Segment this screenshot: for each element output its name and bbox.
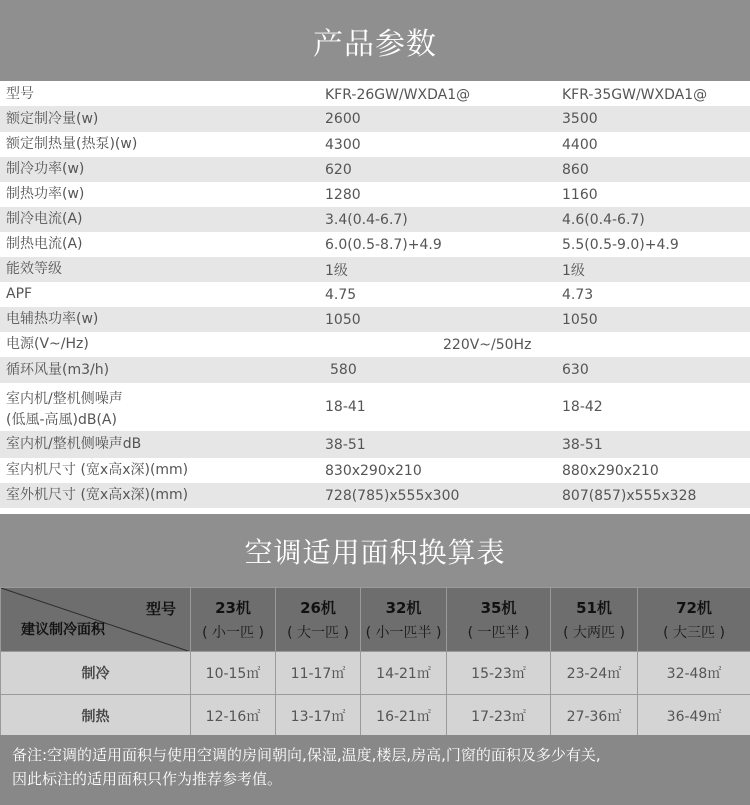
footer-note: [0, 735, 750, 805]
spec-value-model-35: 4400: [562, 136, 598, 153]
area-cell: 11-17㎡: [276, 652, 361, 695]
model-name: 32机: [385, 599, 422, 617]
footer-note-line: 因此标注的适用面积只作为推荐参考值。: [12, 770, 283, 788]
spec-label: 制冷功率(w): [6, 161, 85, 177]
model-hp: ( 大一匹 ): [287, 625, 349, 641]
area-cell: 14-21㎡: [361, 652, 447, 695]
spec-value-model-26: 1050: [325, 311, 361, 328]
spec-value-model-35: 38-51: [562, 436, 603, 453]
spec-value-model-26: 3.4(0.4-6.7): [325, 211, 408, 228]
spec-label: 制热功率(w): [6, 186, 85, 202]
spec-value-model-35: 1级: [562, 262, 585, 279]
spec-row: [0, 232, 750, 257]
area-table: [0, 587, 750, 738]
model-header: [447, 588, 551, 652]
spec-value-model-35: 630: [562, 362, 589, 378]
model-hp: ( 大三匹 ): [663, 625, 725, 641]
model-header: [191, 588, 276, 652]
spec-label-line: 室内机/整机侧噪声: [6, 391, 123, 407]
area-cell: 15-23㎡: [447, 652, 551, 695]
spec-value-model-35: KFR-35GW/WXDA1@: [562, 86, 708, 103]
model-hp: ( 大两匹 ): [563, 625, 625, 641]
spec-label: APF: [6, 286, 33, 302]
spec-value-shared: 220V~/50Hz: [443, 336, 532, 353]
model-header: [551, 588, 638, 652]
model-name: 72机: [676, 599, 712, 617]
spec-label: 能效等级: [6, 261, 62, 277]
model-header: [638, 588, 750, 652]
spec-row: [0, 157, 750, 182]
model-name: 35机: [480, 599, 517, 617]
spec-label: 制冷电流(A): [6, 211, 83, 227]
spec-value-model-26: 728(785)x555x300: [325, 487, 460, 504]
spec-value-model-35: 3500: [562, 111, 598, 127]
spec-row: [0, 357, 750, 383]
corner-label-area: 建议制冷面积: [21, 622, 105, 638]
spec-row: [0, 132, 750, 157]
area-cell: 12-16㎡: [191, 695, 276, 738]
model-header: [361, 588, 447, 652]
row-label-cooling: 制冷: [1, 652, 191, 695]
spec-row: [0, 458, 750, 483]
area-cell: 16-21㎡: [361, 695, 447, 738]
corner-label-model: 型号: [145, 600, 176, 618]
spec-row: [0, 383, 750, 431]
spec-label: 电辅热功率(w): [6, 311, 99, 327]
spec-label: [6, 389, 123, 431]
row-label-heating: 制热: [1, 695, 191, 738]
spec-value-model-35: 18-42: [562, 399, 603, 415]
spec-value-model-26: 6.0(0.5-8.7)+4.9: [325, 236, 442, 253]
spec-label: 型号: [6, 86, 34, 102]
spec-table: [0, 83, 750, 508]
model-hp: ( 小一匹半 ): [365, 625, 442, 641]
spec-value-model-26: 580: [330, 362, 357, 378]
spec-label: 室内机/整机侧噪声dB: [6, 436, 142, 452]
area-cell: 27-36㎡: [551, 695, 638, 738]
spec-value-model-26: 38-51: [325, 436, 366, 453]
model-hp: ( 小一匹 ): [202, 625, 264, 641]
spec-label: 额定制冷量(w): [6, 110, 99, 127]
spec-label: 室内机尺寸 (宽x高x深)(mm): [6, 462, 189, 478]
spec-value-model-26: 2600: [325, 111, 361, 127]
area-cell: 13-17㎡: [276, 695, 361, 738]
spec-value-model-26: 620: [325, 161, 352, 178]
spec-label: 额定制热量(热泵)(w): [6, 136, 138, 152]
spec-row: [0, 431, 750, 458]
spec-value-model-35: 5.5(0.5-9.0)+4.9: [562, 236, 679, 253]
spec-row: [0, 307, 750, 332]
spec-row: [0, 483, 750, 508]
spec-row: [0, 182, 750, 207]
spec-value-model-26: 830x290x210: [325, 462, 422, 479]
spec-value-model-26: KFR-26GW/WXDA1@: [325, 86, 471, 103]
page-title: 产品参数: [0, 0, 750, 81]
model-name: 26机: [300, 599, 336, 617]
area-corner-cell: [1, 588, 191, 652]
spec-row: [0, 106, 750, 132]
spec-value-model-35: 880x290x210: [562, 462, 659, 479]
spec-label: 制热电流(A): [6, 236, 83, 252]
spec-value-model-35: 4.6(0.4-6.7): [562, 211, 645, 228]
spec-value-model-35: 1050: [562, 311, 598, 328]
spec-value-model-26: 1280: [325, 186, 361, 203]
spec-value-model-26: 1级: [325, 262, 348, 279]
area-cell: 17-23㎡: [447, 695, 551, 738]
spec-label: 室外机尺寸 (宽x高x深)(mm): [6, 487, 189, 503]
model-name: 23机: [215, 599, 251, 617]
spec-row: [0, 332, 750, 357]
table-row: [1, 652, 750, 695]
spec-value-model-35: 4.73: [562, 286, 594, 303]
area-cell: 10-15㎡: [191, 652, 276, 695]
spec-row: [0, 207, 750, 232]
area-header-row: [1, 588, 750, 652]
area-cell: 32-48㎡: [638, 652, 750, 695]
model-header: [276, 588, 361, 652]
model-name: 51机: [576, 599, 612, 617]
spec-value-model-35: 860: [562, 161, 589, 178]
spec-label-line: (低風-高風)dB(A): [6, 412, 117, 428]
model-hp: ( 一匹半 ): [467, 625, 530, 641]
spec-row: [0, 257, 750, 282]
spec-value-model-26: 4.75: [325, 286, 357, 303]
area-cell: 23-24㎡: [551, 652, 638, 695]
table-row: [1, 695, 750, 738]
area-section-title: 空调适用面积换算表: [0, 514, 750, 587]
footer-note-line: 备注:空调的适用面积与使用空调的房间朝向,保湿,温度,楼层,房高,门窗的面积及多少有关,: [12, 746, 601, 764]
spec-row: [0, 282, 750, 307]
spec-value-model-26: 4300: [325, 136, 361, 153]
spec-value-model-35: 807(857)x555x328: [562, 487, 697, 504]
area-cell: 36-49㎡: [638, 695, 750, 738]
spec-value-model-35: 1160: [562, 186, 598, 203]
spec-row: [0, 83, 750, 106]
spec-label: 循环风量(m3/h): [6, 361, 110, 378]
spec-value-model-26: 18-41: [325, 399, 366, 415]
spec-label: 电源(V~/Hz): [6, 336, 89, 352]
